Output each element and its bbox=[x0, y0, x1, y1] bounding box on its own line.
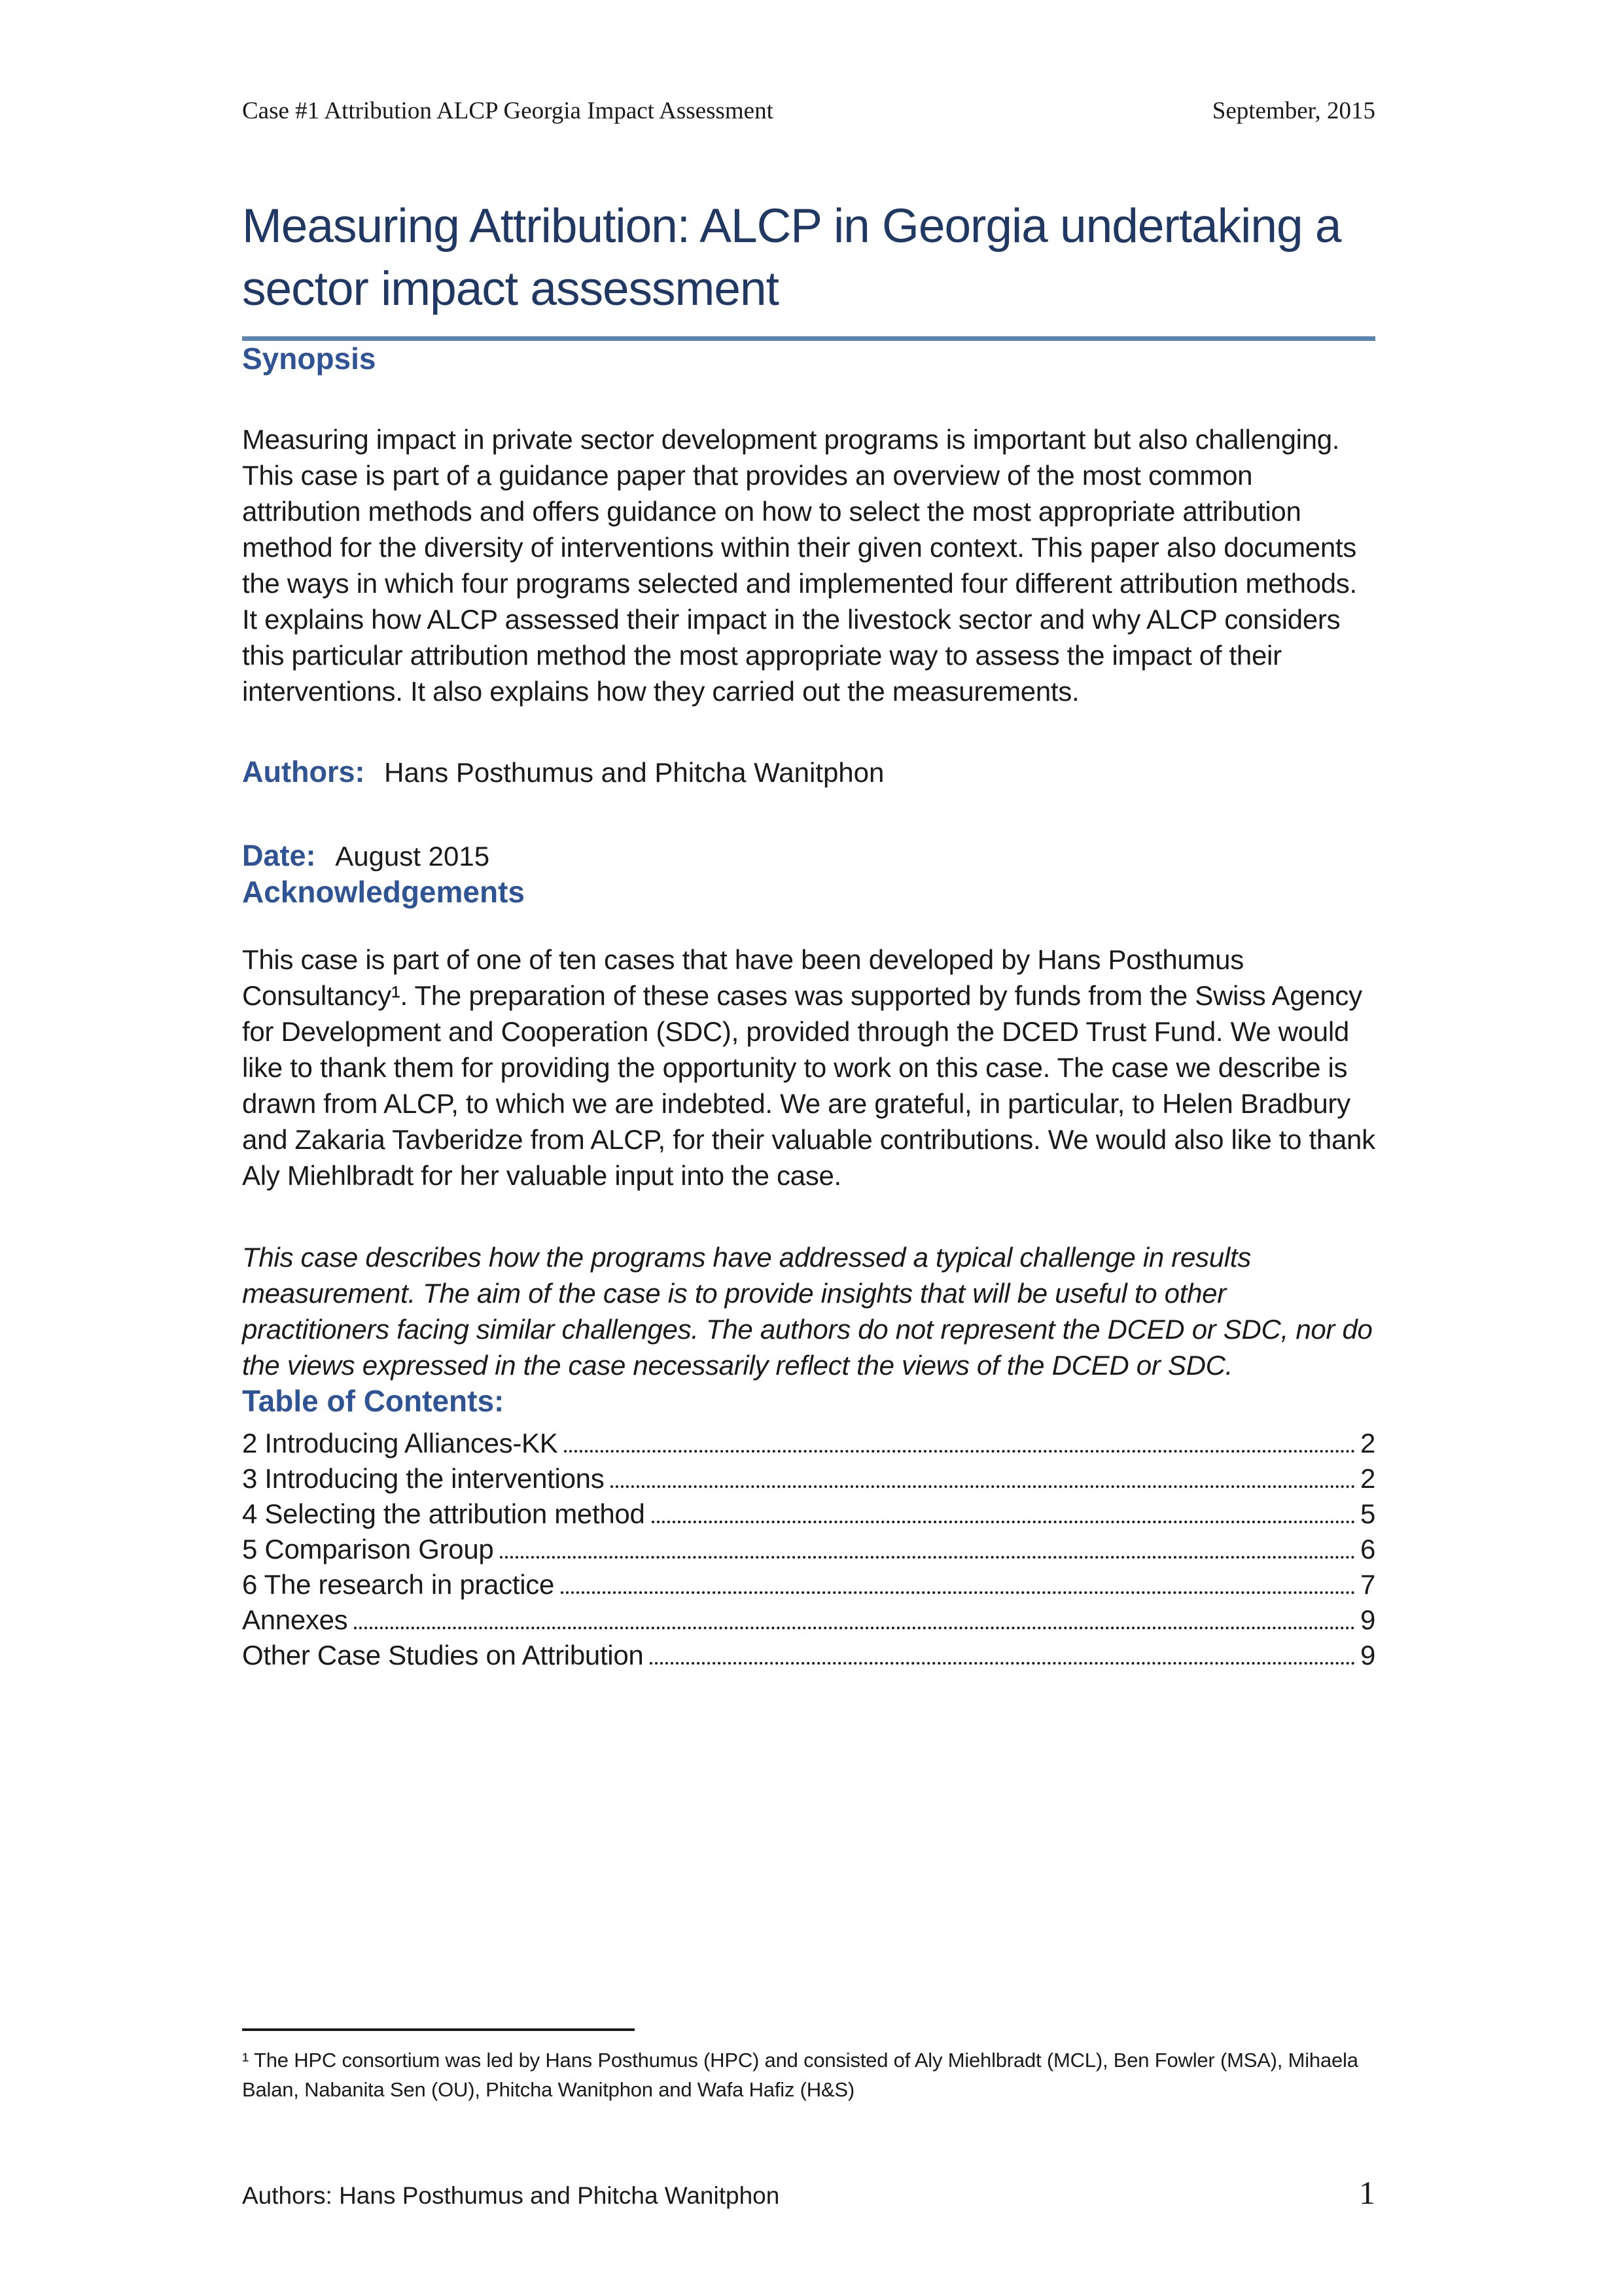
synopsis-heading: Synopsis bbox=[242, 342, 376, 376]
toc-entry-page: 2 bbox=[1360, 1463, 1375, 1494]
toc-entry-label: 3 Introducing the interventions bbox=[242, 1463, 605, 1494]
header-date: September, 2015 bbox=[1212, 97, 1375, 124]
toc-dot-leader bbox=[354, 1627, 1355, 1629]
toc-entry bbox=[242, 1638, 1375, 1673]
authors-label: Authors: bbox=[242, 755, 365, 788]
acknowledgements-heading: Acknowledgements bbox=[242, 875, 525, 909]
toc-entry-label: Annexes bbox=[242, 1604, 348, 1635]
date-label: Date: bbox=[242, 839, 316, 872]
table-of-contents bbox=[242, 1426, 1375, 1673]
toc-entry-label: 4 Selecting the attribution method bbox=[242, 1498, 645, 1529]
toc-entry bbox=[242, 1496, 1375, 1532]
footnote-text: ¹ The HPC consortium was led by Hans Posthumus (HPC) and consisted of Aly Miehlbradt (MCL), Ben Fowler (MSA), Mihaela Balan, Nabanita Sen (OU), Phitcha Wanitphon and Wafa Hafiz (H&S) bbox=[242, 2049, 1358, 2101]
toc-entry bbox=[242, 1602, 1375, 1638]
toc-heading: Table of Contents: bbox=[242, 1384, 504, 1418]
date-line bbox=[242, 838, 1375, 874]
page-content bbox=[242, 195, 1375, 1673]
date-value: August 2015 bbox=[335, 841, 490, 872]
acknowledgements-paragraph: This case is part of one of ten cases that have been developed by Hans Posthumus Consultancy¹. The preparation of these cases was supported by funds from the Swiss Agency for Development and Cooperation (SDC), provided through the DCED Trust Fund. We would like to thank them for providing the opportunity to work on this case. The case we describe is drawn from ALCP, to which we are indebted. We are grateful, in particular, to Helen Bradbury and Zakaria Tavberidze from ALCP, for their valuable contributions. We would also like to thank Aly Miehlbradt for her valuable input into the case. bbox=[242, 944, 1375, 1191]
synopsis-paragraph: Measuring impact in private sector development programs is important but also challenging. This case is part of a guidance paper that provides an overview of the most common attribution methods and offers guidance on how to select the most appropriate attribution method for the diversity of interventions within their given context. This paper also documents the ways in which four programs selected and implemented four different attribution methods. It explains how ALCP assessed their impact in the livestock sector and why ALCP considers this particular attribution method the most appropriate way to assess the impact of their interventions. It also explains how they carried out the measurements. bbox=[242, 424, 1357, 707]
footnote-area bbox=[242, 2028, 1375, 2104]
authors-value: Hans Posthumus and Phitcha Wanitphon bbox=[384, 757, 885, 788]
toc-entry-label: 5 Comparison Group bbox=[242, 1534, 494, 1564]
footer-authors: Authors: Hans Posthumus and Phitcha Wanitphon bbox=[242, 2182, 780, 2209]
toc-entry-label: 6 The research in practice bbox=[242, 1569, 555, 1600]
page-footer bbox=[242, 2174, 1375, 2212]
document-title: Measuring Attribution: ALCP in Georgia undertaking a sector impact assessment bbox=[242, 195, 1375, 341]
toc-entry-label: 2 Introducing Alliances-KK bbox=[242, 1428, 558, 1458]
toc-dot-leader bbox=[610, 1485, 1355, 1488]
toc-entry-page: 2 bbox=[1360, 1428, 1375, 1458]
toc-entry bbox=[242, 1532, 1375, 1567]
toc-entry-label: Other Case Studies on Attribution bbox=[242, 1640, 644, 1670]
toc-dot-leader bbox=[652, 1521, 1355, 1523]
toc-entry-page: 5 bbox=[1360, 1498, 1375, 1529]
header-running-title: Case #1 Attribution ALCP Georgia Impact Assessment bbox=[242, 97, 773, 124]
page-header bbox=[242, 97, 1375, 125]
toc-entry bbox=[242, 1461, 1375, 1496]
toc-entry bbox=[242, 1426, 1375, 1461]
toc-entry-page: 9 bbox=[1360, 1604, 1375, 1635]
toc-entry-page: 6 bbox=[1360, 1534, 1375, 1564]
authors-line bbox=[242, 754, 1375, 790]
disclaimer-paragraph: This case describes how the programs have addressed a typical challenge in results measurement. The aim of the case is to provide insights that will be useful to other practitioners facing similar challenges. The authors do not represent the DCED or SDC, nor do the views expressed in the case necessarily reflect the views of the DCED or SDC. bbox=[242, 1242, 1373, 1381]
toc-dot-leader bbox=[650, 1662, 1354, 1665]
footnote-separator bbox=[242, 2028, 635, 2031]
toc-entry-page: 7 bbox=[1360, 1569, 1375, 1600]
toc-dot-leader bbox=[561, 1591, 1355, 1594]
toc-dot-leader bbox=[500, 1556, 1354, 1559]
toc-dot-leader bbox=[564, 1450, 1354, 1453]
toc-entry-page: 9 bbox=[1360, 1640, 1375, 1670]
toc-entry bbox=[242, 1567, 1375, 1602]
footer-page-number: 1 bbox=[1359, 2174, 1375, 2211]
